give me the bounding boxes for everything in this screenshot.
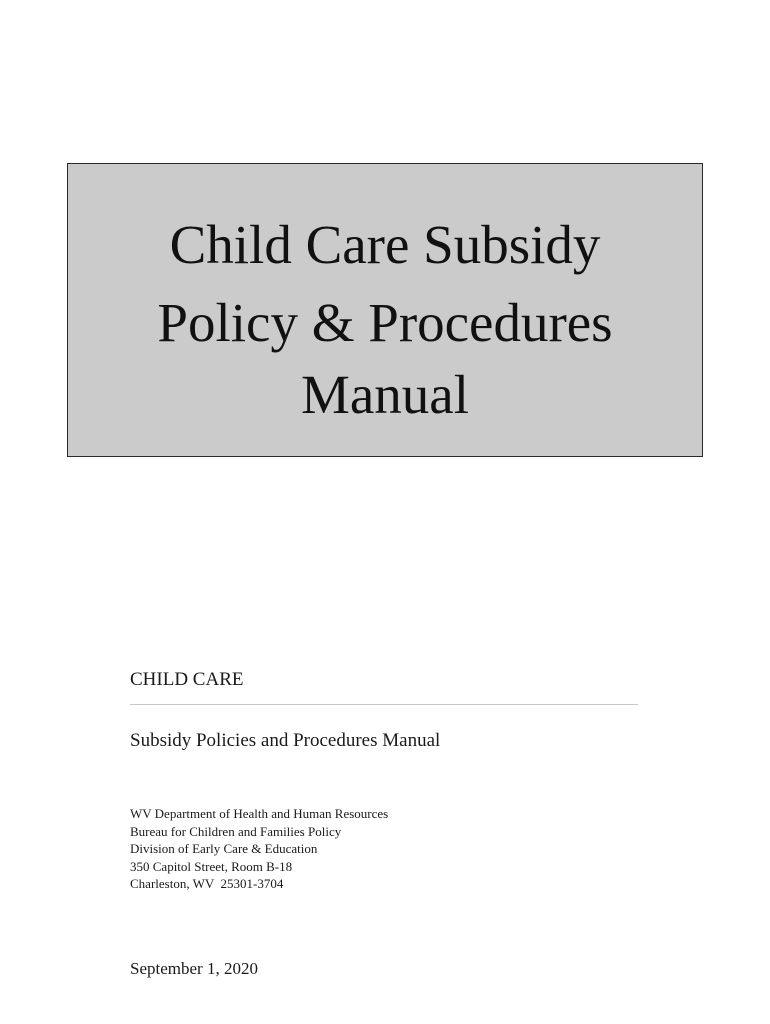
title-line-3: Manual bbox=[300, 364, 469, 425]
title-line-1: Child Care Subsidy bbox=[169, 214, 601, 275]
address-line-department: WV Department of Health and Human Resources bbox=[130, 806, 389, 821]
address-line-bureau: Bureau for Children and Families Policy bbox=[130, 823, 342, 839]
divider bbox=[130, 704, 638, 705]
address-line-street: 350 Capitol Street, Room B-18 bbox=[130, 858, 293, 874]
document-subtitle: Subsidy Policies and Procedures Manual bbox=[130, 730, 441, 751]
title-line-2: Policy & Procedures bbox=[157, 292, 613, 353]
publication-date: September 1, 2020 bbox=[130, 959, 258, 978]
address-line-city: Charleston, WV 25301-3704 bbox=[130, 876, 284, 891]
section-label: CHILD CARE bbox=[130, 669, 244, 690]
address-line-division: Division of Early Care & Education bbox=[130, 841, 318, 856]
address-block bbox=[130, 805, 388, 893]
title-box bbox=[67, 163, 703, 457]
